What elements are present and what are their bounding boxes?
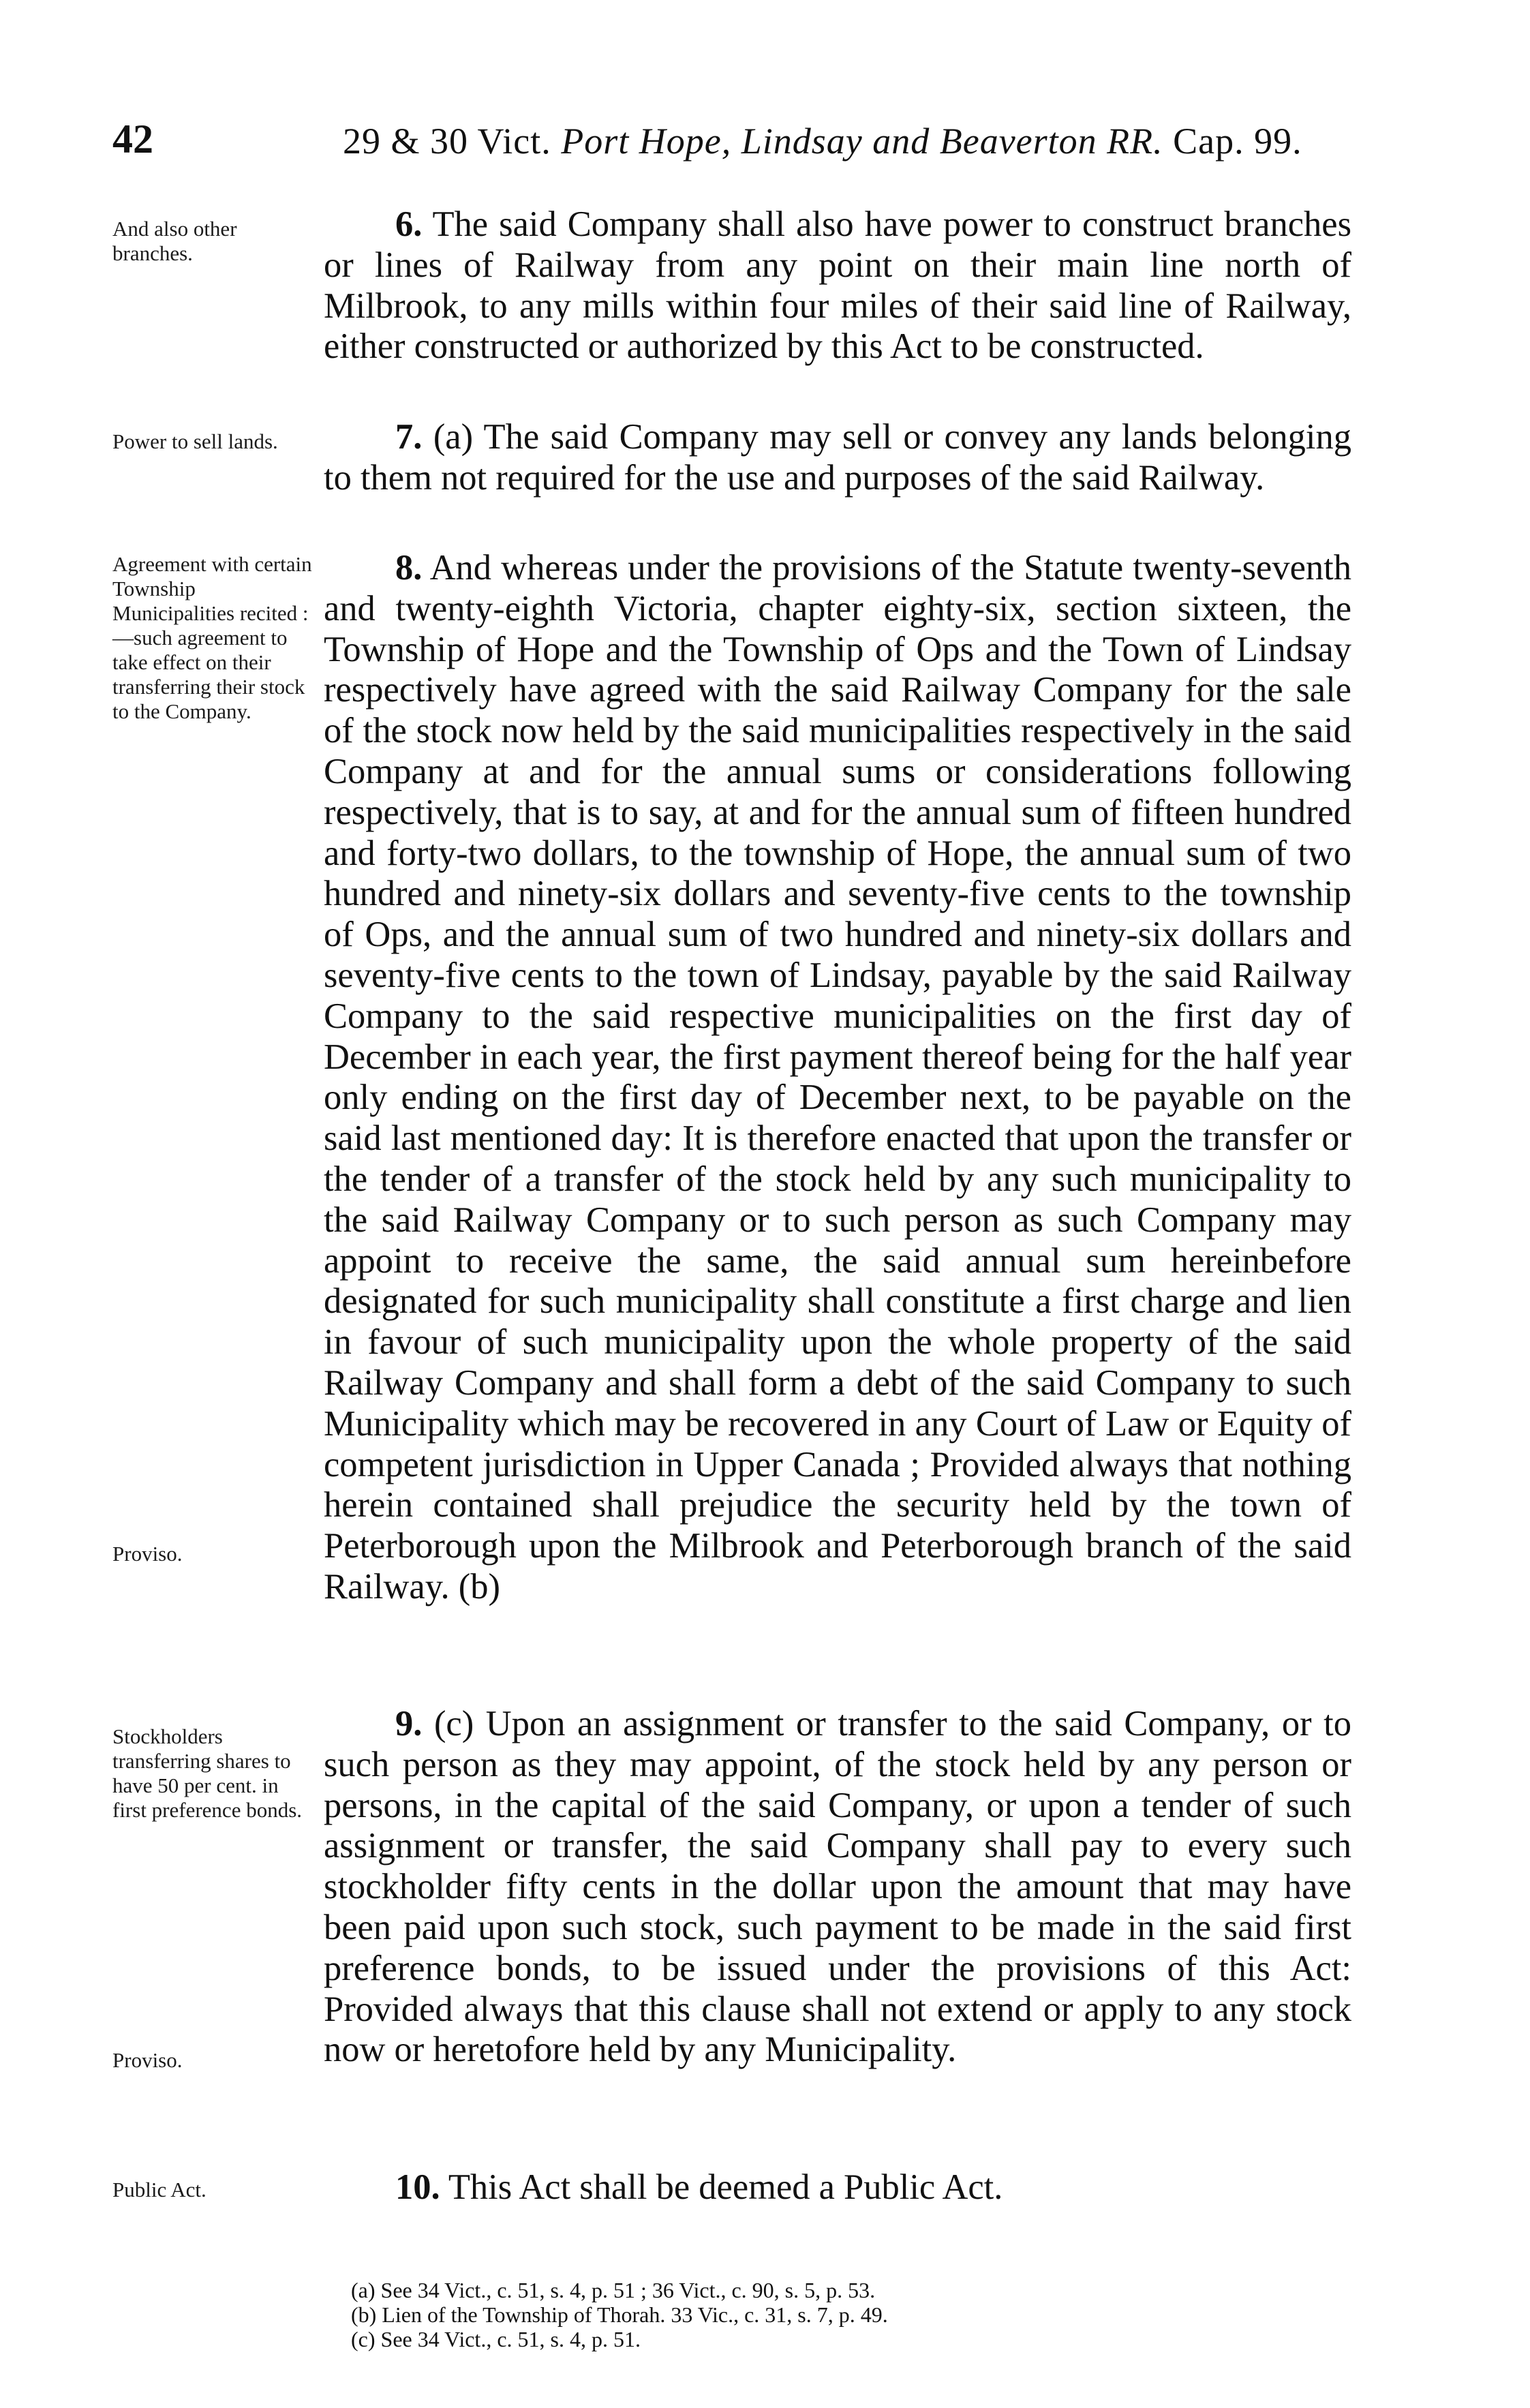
margin-note-section-8-proviso: Proviso.	[112, 1542, 183, 1566]
section-8-number: 8.	[395, 548, 423, 588]
margin-note-section-9-proviso: Proviso.	[112, 2048, 183, 2072]
section-9-number: 9.	[395, 1704, 423, 1743]
section-7-number: 7.	[395, 417, 423, 457]
running-head-title: Port Hope, Lindsay and Beaverton RR.	[561, 121, 1163, 162]
footnotes	[351, 2278, 1339, 2351]
section-7-text: (a) The said Company may sell or convey any lands belonging to them not required for the use and purposes of the said Railway.	[324, 417, 1352, 498]
section-8	[324, 548, 1351, 1608]
margin-note-section-9: Stockholders transferring shares to have 50 per cent. in first preference bonds.	[112, 1724, 303, 1822]
section-9	[324, 1704, 1351, 2071]
section-10-number: 10.	[395, 2167, 440, 2207]
running-head-prefix: 29 & 30 Vict.	[343, 121, 551, 162]
section-6-text: The said Company shall also have power to construct branches or lines of Railway from any point on their main line north of Milbrook, to any mills within four miles of their said line of Railway, either constructed or authorized by this Act to be constructed.	[324, 204, 1351, 367]
section-10	[324, 2167, 1351, 2208]
page-header	[112, 116, 1380, 170]
footnote-c: (c) See 34 Vict., c. 51, s. 4, p. 51.	[351, 2327, 641, 2351]
section-6-number: 6.	[395, 204, 423, 244]
page-number: 42	[112, 117, 153, 162]
margin-note-section-7: Power to sell lands.	[112, 429, 278, 453]
footnote-b: (b) Lien of the Township of Thorah. 33 Vic., c. 31, s. 7, p. 49.	[351, 2302, 888, 2327]
section-6	[324, 204, 1351, 367]
margin-note-section-6: And also other branches.	[112, 217, 237, 265]
footnote-a: (a) See 34 Vict., c. 51, s. 4, p. 51 ; 36 Vict., c. 90, s. 5, p. 53.	[351, 2278, 876, 2302]
margin-note-section-8: Agreement with certain Township Municipalities recited :—such agreement to take effect on their transferring their stock to the Company.	[112, 552, 312, 723]
running-head	[343, 120, 1302, 162]
section-9-text: (c) Upon an assignment or transfer to the said Company, or to such person as they may appoint, of the stock held by any person or persons, in the capital of the said Company, or upon a tender of such assignment or transfer, the said Company shall pay to every such stockholder fifty cents in the dollar upon the amount that may have been paid upon such stock, such payment to be made in the said first preference bonds, to be issued under the provisions of this Act: Provided always that this clause shall not extend or apply to any stock now or heretofore held by any Municipality.	[324, 1704, 1351, 2070]
section-10-text: This Act shall be deemed a Public Act.	[448, 2167, 1003, 2207]
section-8-text: And whereas under the provisions of the Statute twenty-seventh and twenty-eighth Victoria, chapter eighty-six, section sixteen, the Township of Hope and the Township of Ops and the Town of Lindsay respectively have agreed with the said Railway Company for the sale of the stock now held by the said municipalities respectively in the said Company at and for the annual sums or considerations following respectively, that is to say, at and for the annual sum of fifteen hundred and forty-two dollars, to the township of Hope, the annual sum of two hundred and ninety-six dollars and seventy-five cents to the township of Ops, and the annual sum of two hundred and ninety-six dollars and seventy-five cents to the town of Lindsay, payable by the said Railway Company to the said respective municipalities on the first day of December in each year, the first payment thereof being for the half year only ending on the first day of December next, to be payable on the said last mentioned day: It is therefore enacted that upon the transfer or the tender of a transfer of the stock held by any such municipality to the said Railway Company or to such person as such Company may appoint to receive the same, the said annual sum hereinbefore designated for such municipality shall constitute a first charge and lien in favour of such municipality upon the whole property of the said Railway Company and shall form a debt of the said Company to such Municipality which may be recovered in any Court of Law or Equity of competent jurisdiction in Upper Canada ; Provided always that nothing herein contained shall prejudice the security held by the town of Peterborough upon the Milbrook and Peterborough branch of the said Railway. (b)	[324, 548, 1351, 1606]
running-head-chapter: Cap. 99.	[1173, 121, 1302, 162]
section-7	[324, 417, 1351, 499]
margin-note-section-10: Public Act.	[112, 2178, 206, 2201]
